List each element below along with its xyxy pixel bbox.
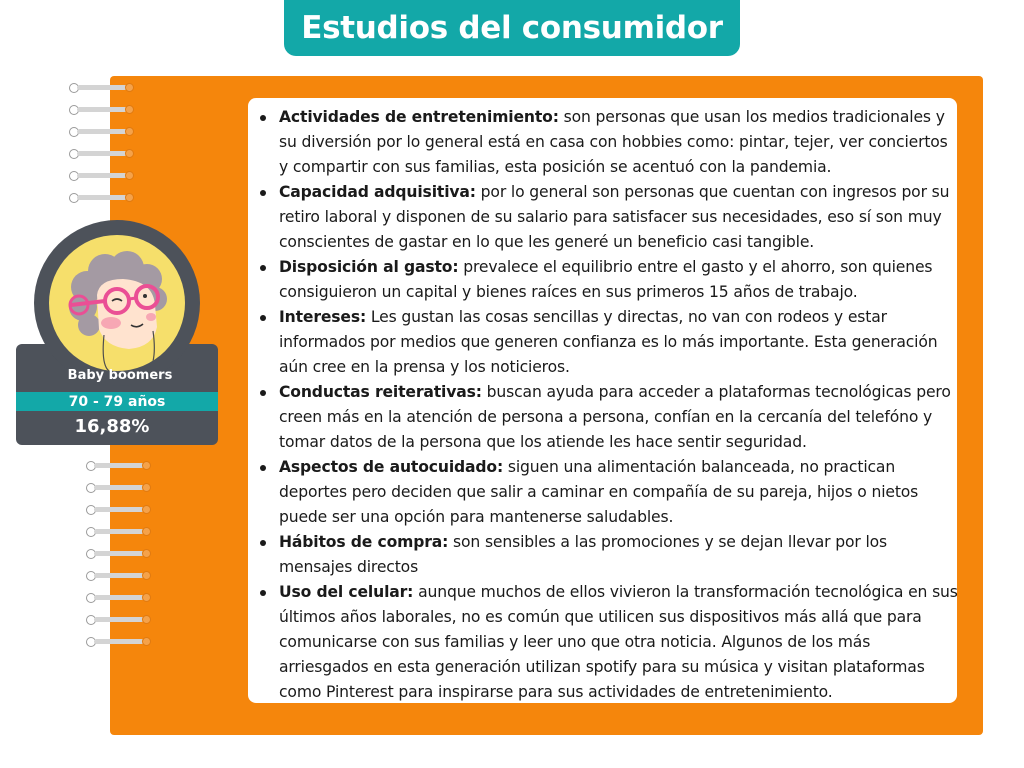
spiral-ring <box>86 614 156 626</box>
item-heading: Conductas reiterativas: <box>279 383 482 401</box>
percentage-value: 16,88% <box>74 416 150 437</box>
spiral-ring <box>86 526 156 538</box>
spiral-ring <box>86 504 156 516</box>
item-heading: Disposición al gasto: <box>279 258 459 276</box>
item-text: por lo general son personas que cuentan con ingresos por su retiro laboral y disponen de su salario para satisfacer sus necesidades, eso sí son muy conscientes de gastar en lo que les generé un beneficio casi tangible. <box>279 183 950 251</box>
item-heading: Aspectos de autocuidado: <box>279 458 504 476</box>
list-item <box>258 105 960 180</box>
characteristics-list <box>258 105 960 705</box>
list-item <box>258 455 960 530</box>
list-item <box>258 580 960 705</box>
page-title: Estudios del consumidor <box>284 0 740 56</box>
spiral-ring <box>86 482 156 494</box>
item-text: prevalece el equilibrio entre el gasto y el ahorro, son quienes consiguieron un capital y bienes raíces en sus primeros 15 años de trabajo. <box>279 258 933 301</box>
spiral-ring <box>69 192 139 204</box>
item-text: son personas que usan los medios tradicionales y su diversión por lo general está en casa con hobbies como: pintar, tejer, ver conciertos y compartir con sus familias, esta posición se acentuó con la pandemia. <box>279 108 948 176</box>
spiral-ring <box>69 82 139 94</box>
item-text: Les gustan las cosas sencillas y directas, no van con rodeos y estar informados por medios que generen confianza es lo más importante. Esta generación aún cree en la prensa y los noticieros. <box>279 308 938 376</box>
spiral-ring <box>69 170 139 182</box>
item-heading: Hábitos de compra: <box>279 533 449 551</box>
item-heading: Capacidad adquisitiva: <box>279 183 476 201</box>
spiral-ring <box>69 148 139 160</box>
item-heading: Actividades de entretenimiento: <box>279 108 559 126</box>
item-text: buscan ayuda para acceder a plataformas tecnológicas pero creen más en la atención de persona a persona, confían en la cercanía del telefóno y tomar datos de la persona que los atiende les hace sentir seguridad. <box>279 383 951 451</box>
spiral-ring <box>86 548 156 560</box>
item-text: son sensibles a las promociones y se dejan llevar por los mensajes directos <box>279 533 887 576</box>
spiral-ring <box>69 126 139 138</box>
list-item <box>258 180 960 255</box>
list-item <box>258 380 960 455</box>
item-heading: Uso del celular: <box>279 583 414 601</box>
item-text: siguen una alimentación balanceada, no practican deportes pero deciden que salir a caminar en compañía de su pareja, hijos o nietos puede ser una opción para mantenerse saludables. <box>279 458 919 526</box>
list-item <box>258 255 960 305</box>
item-heading: Intereses: <box>279 308 367 326</box>
age-range-badge: 70 - 79 años <box>16 392 218 411</box>
list-item <box>258 530 960 580</box>
spiral-ring <box>69 104 139 116</box>
generation-label: Baby boomers <box>67 368 173 383</box>
spiral-ring <box>86 460 156 472</box>
spiral-ring <box>86 592 156 604</box>
item-text: aunque muchos de ellos vivieron la transformación tecnológica en sus últimos años laborales, no es común que utilicen sus dispositivos más allá que para comunicarse con sus familias y leer uno que otra noticia. Algunos de los más arriesgados en esta generación utilizan spotify para su música y visitan plataformas como Pinterest para inspirarse para sus actividades de entretenimiento. <box>279 583 958 701</box>
spiral-ring <box>86 570 156 582</box>
list-item <box>258 305 960 380</box>
spiral-ring <box>86 636 156 648</box>
elderly-woman-avatar-icon <box>49 235 185 371</box>
